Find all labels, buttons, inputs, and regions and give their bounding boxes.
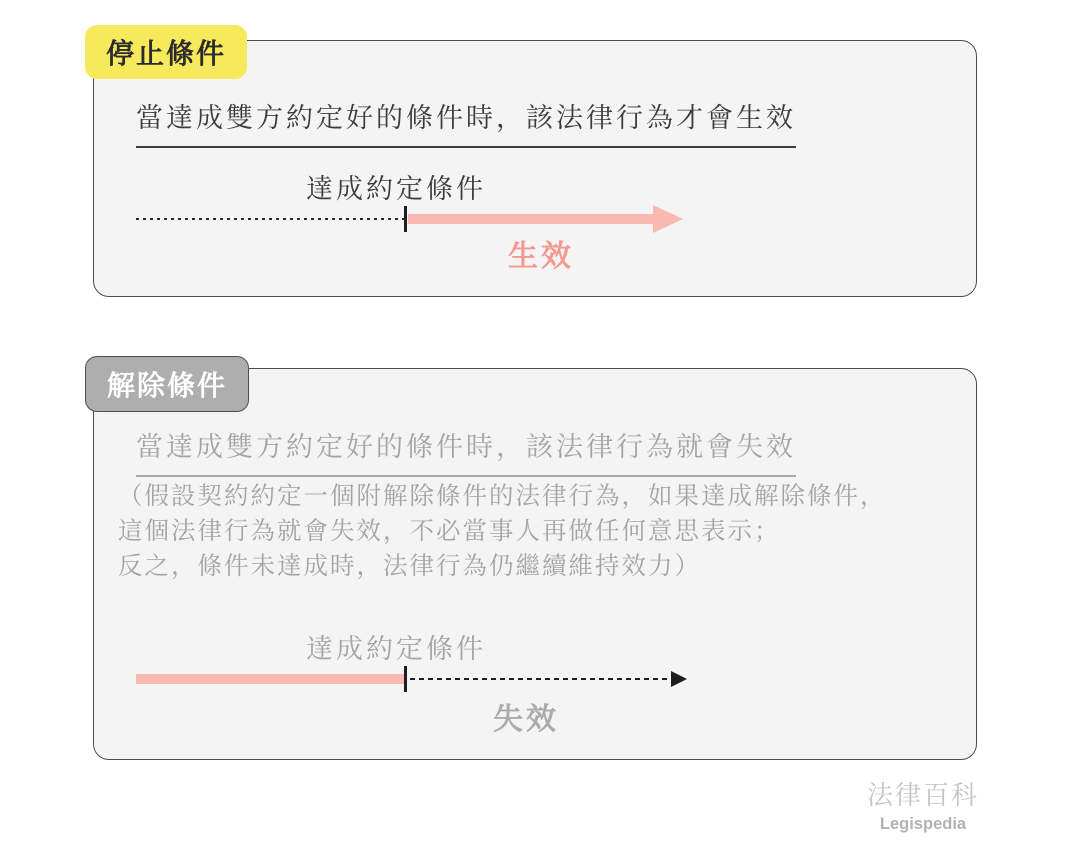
suspensive-effect-label: 生效 xyxy=(508,240,574,273)
resolutive-timeline xyxy=(136,665,696,693)
suspensive-condition-label: 達成約定條件 xyxy=(306,174,486,204)
pink-arrowhead-icon xyxy=(653,205,683,233)
suspensive-headline: 當達成雙方約定好的條件時，該法律行為才會生效 xyxy=(136,96,796,148)
resolutive-condition-label: 達成約定條件 xyxy=(306,634,486,664)
note-line: （假設契約約定一個附解除條件的法律行為，如果達成解除條件， xyxy=(118,483,887,510)
resolutive-condition-badge: 解除條件 xyxy=(85,356,249,412)
resolutive-condition-card xyxy=(93,368,977,760)
suspensive-condition-badge: 停止條件 xyxy=(85,25,247,79)
brand-name-english: Legispedia xyxy=(879,815,967,833)
brand-name-chinese: 法律百科 xyxy=(866,780,979,810)
after-condition-dotted-line xyxy=(410,678,671,680)
legispedia-logo xyxy=(858,775,988,834)
resolutive-note xyxy=(118,479,887,584)
condition-tick-mark xyxy=(404,206,407,232)
note-line: 反之，條件未達成時，法律行為仍繼續維持效力） xyxy=(118,553,701,580)
condition-tick-mark xyxy=(404,666,407,692)
black-arrowhead-icon xyxy=(671,671,687,687)
effect-arrow-shaft xyxy=(408,214,654,224)
before-condition-dotted-line xyxy=(136,218,404,220)
note-line: 這個法律行為就會失效，不必當事人再做任何意思表示； xyxy=(118,518,781,545)
suspensive-timeline xyxy=(136,205,696,233)
before-condition-solid-line xyxy=(136,674,404,684)
resolutive-effect-label: 失效 xyxy=(493,703,559,736)
resolutive-headline: 當達成雙方約定好的條件時，該法律行為就會失效 xyxy=(136,425,796,477)
